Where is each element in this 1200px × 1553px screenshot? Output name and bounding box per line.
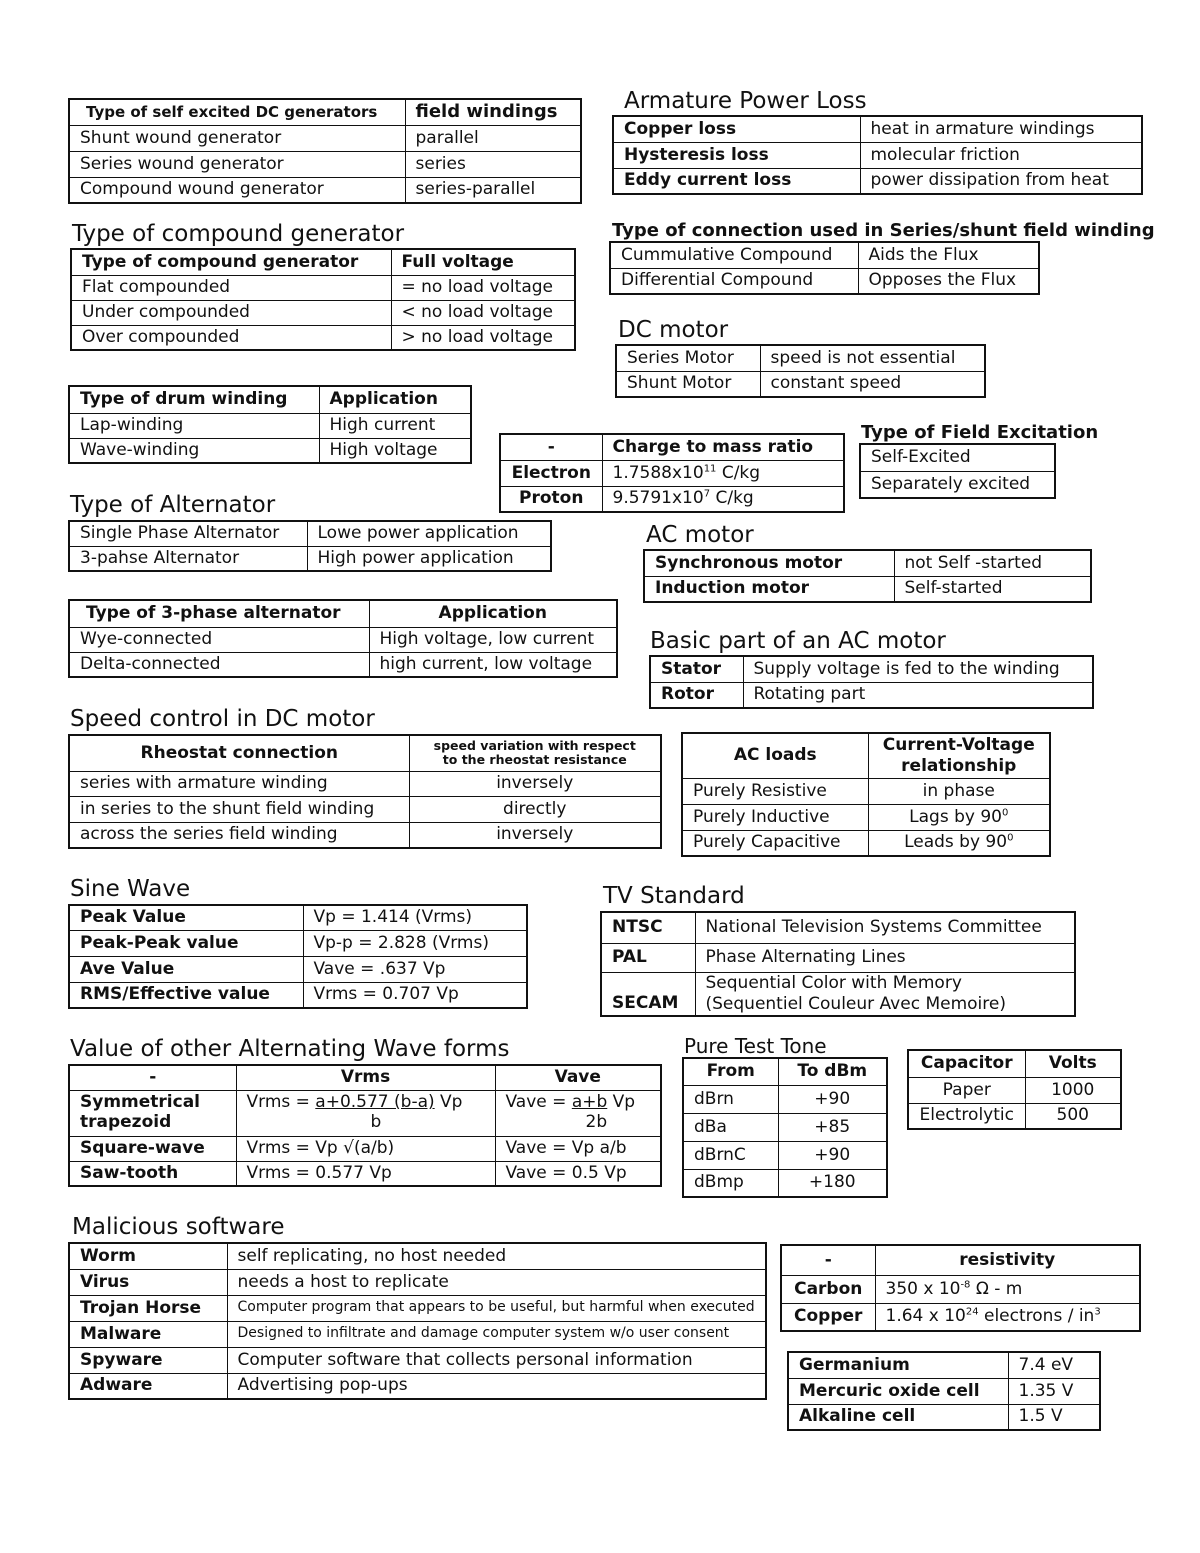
table-cell: +85 xyxy=(778,1113,887,1141)
table-header: Charge to mass ratio xyxy=(602,434,844,460)
table-cell: High voltage xyxy=(319,438,471,463)
secam-line: (Sequentiel Couleur Avec Memoire) xyxy=(705,993,1006,1014)
table-cell: = no load voltage xyxy=(391,275,575,300)
row-label: trapezoid xyxy=(80,1112,172,1132)
table-cell: Hysteresis loss xyxy=(613,142,860,168)
formula-text: Vp xyxy=(607,1092,636,1113)
table-cell: Purely Resistive xyxy=(682,778,868,804)
table-cell: heat in armature windings xyxy=(860,116,1142,142)
formula-numerator: a+b xyxy=(571,1092,608,1113)
table-header: To dBm xyxy=(778,1058,887,1085)
table-cell: < no load voltage xyxy=(391,300,575,325)
exponent: 24 xyxy=(965,1306,979,1318)
value-text: Leads by 90 xyxy=(904,832,1008,853)
alternator-title: Type of Alternator xyxy=(70,492,276,518)
secam-line: Sequential Color with Memory xyxy=(705,973,962,994)
table-cell: Designed to infiltrate and damage computer system w/o user consent xyxy=(227,1321,766,1347)
table-cell: Eddy current loss xyxy=(613,168,860,194)
table-header: Application xyxy=(369,600,617,627)
exponent: 11 xyxy=(703,463,717,474)
table-cell: Lap-winding xyxy=(69,413,319,438)
formula-line xyxy=(506,1093,661,1113)
table-cell xyxy=(868,778,1050,804)
formula-numerator: a+0.577 (b-a) xyxy=(315,1092,435,1113)
exponent: -8 xyxy=(960,1279,971,1290)
unit-text: Ω - m xyxy=(970,1278,1023,1299)
table-header: Type of self excited DC generators xyxy=(69,99,405,125)
table-cell: Trojan Horse xyxy=(69,1295,227,1321)
exponent: 3 xyxy=(1094,1306,1101,1318)
waveforms-table xyxy=(68,1064,662,1187)
table-cell: Supply voltage is fed to the winding xyxy=(743,656,1093,682)
table-cell: Vp = 1.414 (Vrms) xyxy=(303,905,527,930)
table-cell: Peak-Peak value xyxy=(69,930,303,956)
table-cell: Stator xyxy=(650,656,743,682)
charge-mass-table xyxy=(499,433,845,513)
table-cell: Phase Alternating Lines xyxy=(695,943,1075,972)
table-cell: Vave = 0.5 Vp xyxy=(495,1161,661,1186)
table-cell: Delta-connected xyxy=(69,652,369,677)
table-cell: Series wound generator xyxy=(69,151,405,177)
table-cell: series xyxy=(405,151,581,177)
table-cell: Mercuric oxide cell xyxy=(788,1378,1008,1404)
table-header: to the rheostat resistance xyxy=(442,752,627,768)
table-cell: +90 xyxy=(778,1085,887,1113)
table-header: - xyxy=(69,1065,236,1090)
table-cell: Paper xyxy=(908,1077,1025,1103)
unit-text: electrons / in xyxy=(978,1306,1095,1327)
table-cell: Vrms = 0.577 Vp xyxy=(236,1161,495,1186)
table-cell xyxy=(69,1090,236,1136)
table-cell: Vrms = Vp √(a/b) xyxy=(236,1136,495,1161)
ac-loads-table xyxy=(681,732,1051,857)
dc-motor-title: DC motor xyxy=(618,317,729,343)
value-text: Lags by 90 xyxy=(909,806,1002,827)
formula-denominator: 2b xyxy=(585,1112,608,1132)
table-cell: Over compounded xyxy=(71,325,391,350)
test-tone-table xyxy=(682,1057,888,1198)
table-cell: 500 xyxy=(1025,1103,1121,1129)
alternator-table xyxy=(68,520,552,572)
table-cell xyxy=(875,1303,1140,1331)
table-cell: Vave = Vp a/b xyxy=(495,1136,661,1161)
table-header: Rheostat connection xyxy=(69,735,409,771)
sine-title: Sine Wave xyxy=(70,876,191,902)
table-header: From xyxy=(683,1058,778,1085)
table-cell: 1000 xyxy=(1025,1077,1121,1103)
table-cell: speed is not essential xyxy=(760,345,985,371)
materials-table xyxy=(787,1351,1101,1431)
table-cell: Lowe power application xyxy=(307,521,551,546)
table-cell: dBrn xyxy=(683,1085,778,1113)
armature-title: Armature Power Loss xyxy=(624,88,867,114)
table-cell: Computer program that appears to be useful, but harmful when executed xyxy=(227,1295,766,1321)
table-cell: Copper xyxy=(781,1303,875,1331)
table-cell: Peak Value xyxy=(69,905,303,930)
table-cell: not Self -started xyxy=(894,550,1091,576)
table-cell: Copper loss xyxy=(613,116,860,142)
table-cell: High voltage, low current xyxy=(369,627,617,652)
table-cell: 1.35 V xyxy=(1008,1378,1100,1404)
table-header: Capacitor xyxy=(908,1050,1025,1077)
table-cell: Ave Value xyxy=(69,956,303,982)
value-text: 9.5791x10 xyxy=(612,488,704,509)
formula-line xyxy=(247,1093,495,1113)
value-text: 350 x 10 xyxy=(885,1278,961,1299)
connection-table xyxy=(609,241,1040,295)
table-cell: Self-Excited xyxy=(860,444,1055,471)
table-cell: Differential Compound xyxy=(610,268,858,294)
table-cell: Induction motor xyxy=(644,576,894,602)
table-cell: inversely xyxy=(409,822,661,848)
table-cell: Adware xyxy=(69,1373,227,1399)
formula-denominator: b xyxy=(370,1112,382,1132)
value-text: 1.64 x 10 xyxy=(885,1306,966,1327)
excitation-title: Type of Field Excitation xyxy=(861,422,1099,443)
table-header: Vrms xyxy=(236,1065,495,1090)
table-cell: directly xyxy=(409,796,661,822)
table-cell xyxy=(868,804,1050,830)
ac-motor-title: AC motor xyxy=(646,522,754,548)
table-header: - xyxy=(781,1245,875,1275)
table-cell: dBrnC xyxy=(683,1141,778,1169)
table-cell: Virus xyxy=(69,1269,227,1295)
table-cell: Vave = .637 Vp xyxy=(303,956,527,982)
table-cell: High current xyxy=(319,413,471,438)
table-header: Type of drum winding xyxy=(69,386,319,413)
formula-text: Vp xyxy=(434,1092,463,1113)
table-header: resistivity xyxy=(875,1245,1140,1275)
table-cell: Computer software that collects personal information xyxy=(227,1347,766,1373)
table-cell: Compound wound generator xyxy=(69,177,405,203)
table-cell: needs a host to replicate xyxy=(227,1269,766,1295)
table-cell: Rotor xyxy=(650,682,743,708)
table-cell: PAL xyxy=(601,943,695,972)
table-cell: inversely xyxy=(409,771,661,796)
table-header: Volts xyxy=(1025,1050,1121,1077)
table-cell: National Television Systems Committee xyxy=(695,912,1075,943)
table-cell: 3-pahse Alternator xyxy=(69,546,307,571)
compound-table xyxy=(70,248,576,351)
table-cell: +180 xyxy=(778,1169,887,1197)
resistivity-table xyxy=(780,1244,1141,1332)
ac-motor-table xyxy=(643,549,1092,603)
table-cell: Separately excited xyxy=(860,471,1055,498)
table-cell: Germanium xyxy=(788,1352,1008,1378)
degree-sup: 0 xyxy=(1001,807,1009,818)
table-cell: Rotating part xyxy=(743,682,1093,708)
dc-generator-table xyxy=(68,98,582,204)
degree-sup: 0 xyxy=(1007,832,1014,844)
tv-standard-table xyxy=(600,911,1076,1017)
table-cell xyxy=(602,460,844,486)
table-cell: dBmp xyxy=(683,1169,778,1197)
unit-text: C/kg xyxy=(716,462,761,483)
exponent: 7 xyxy=(703,488,711,500)
table-cell: Proton xyxy=(500,486,602,512)
table-cell: series with armature winding xyxy=(69,771,409,796)
table-header: - xyxy=(500,434,602,460)
table-header: relationship xyxy=(901,755,1017,776)
ac-parts-table xyxy=(649,655,1094,709)
table-cell: NTSC xyxy=(601,912,695,943)
table-cell: Square-wave xyxy=(69,1136,236,1161)
table-cell: Shunt Motor xyxy=(616,371,760,397)
table-header: Application xyxy=(319,386,471,413)
table-header-cell xyxy=(868,733,1050,778)
table-cell xyxy=(495,1090,661,1136)
table-cell: Single Phase Alternator xyxy=(69,521,307,546)
compound-title: Type of compound generator xyxy=(72,221,405,247)
table-header: speed variation with respect xyxy=(433,737,636,753)
value-text: 1.7588x10 xyxy=(612,462,704,483)
table-cell: dBa xyxy=(683,1113,778,1141)
table-cell: parallel xyxy=(405,125,581,151)
table-cell xyxy=(602,486,844,512)
table-cell: series-parallel xyxy=(405,177,581,203)
table-cell xyxy=(868,830,1050,856)
excitation-table xyxy=(859,443,1056,499)
table-cell: Opposes the Flux xyxy=(858,268,1039,294)
unit-text: C/kg xyxy=(710,488,754,509)
table-header: AC loads xyxy=(682,733,868,778)
dc-motor-table xyxy=(615,344,986,398)
table-cell xyxy=(236,1090,495,1136)
table-cell: Saw-tooth xyxy=(69,1161,236,1186)
table-cell: Wye-connected xyxy=(69,627,369,652)
table-cell: power dissipation from heat xyxy=(860,168,1142,194)
table-cell: Worm xyxy=(69,1243,227,1269)
capacitor-table xyxy=(907,1049,1122,1130)
table-cell: Under compounded xyxy=(71,300,391,325)
table-cell: Purely Capacitive xyxy=(682,830,868,856)
table-cell: constant speed xyxy=(760,371,985,397)
row-label: Symmetrical xyxy=(80,1092,200,1113)
table-header-cell xyxy=(409,735,661,771)
table-header: field windings xyxy=(405,99,581,125)
table-cell: Wave-winding xyxy=(69,438,319,463)
formula-text: Vave = xyxy=(505,1092,572,1113)
formula-text: Vrms = xyxy=(246,1092,316,1113)
ac-parts-title: Basic part of an AC motor xyxy=(650,628,946,654)
three-phase-table xyxy=(68,599,618,678)
table-header: Current-Voltage xyxy=(882,735,1035,756)
table-header: Full voltage xyxy=(391,249,575,275)
table-header: Vave xyxy=(495,1065,661,1090)
table-cell: Spyware xyxy=(69,1347,227,1373)
armature-loss-table xyxy=(612,115,1143,195)
table-cell: Aids the Flux xyxy=(858,242,1039,268)
table-cell: Vp-p = 2.828 (Vrms) xyxy=(303,930,527,956)
table-cell: SECAM xyxy=(601,972,695,1016)
table-cell: RMS/Effective value xyxy=(69,982,303,1008)
table-cell: Malware xyxy=(69,1321,227,1347)
malware-table xyxy=(68,1242,767,1400)
table-cell: Synchronous motor xyxy=(644,550,894,576)
speed-control-table xyxy=(68,734,662,849)
table-cell: > no load voltage xyxy=(391,325,575,350)
table-cell: Cummulative Compound xyxy=(610,242,858,268)
malware-title: Malicious software xyxy=(72,1214,285,1240)
table-header: Type of 3-phase alternator xyxy=(69,600,369,627)
waves-title: Value of other Alternating Wave forms xyxy=(70,1036,510,1062)
table-cell: Electron xyxy=(500,460,602,486)
table-cell: across the series field winding xyxy=(69,822,409,848)
table-cell: Vrms = 0.707 Vp xyxy=(303,982,527,1008)
table-cell: Series Motor xyxy=(616,345,760,371)
table-cell: 7.4 eV xyxy=(1008,1352,1100,1378)
speed-title: Speed control in DC motor xyxy=(70,706,375,732)
tone-title: Pure Test Tone xyxy=(684,1034,827,1058)
value-text: in phase xyxy=(922,780,995,801)
table-header: Type of compound generator xyxy=(71,249,391,275)
tv-title: TV Standard xyxy=(603,883,745,909)
table-cell: High power application xyxy=(307,546,551,571)
table-cell: in series to the shunt field winding xyxy=(69,796,409,822)
table-cell: Carbon xyxy=(781,1275,875,1303)
sine-wave-table xyxy=(68,904,528,1009)
table-cell: Electrolytic xyxy=(908,1103,1025,1129)
table-cell xyxy=(875,1275,1140,1303)
table-cell: Purely Inductive xyxy=(682,804,868,830)
table-cell: Alkaline cell xyxy=(788,1404,1008,1430)
table-cell: high current, low voltage xyxy=(369,652,617,677)
connection-title: Type of connection used in Series/shunt field winding xyxy=(612,220,1155,241)
table-cell: molecular friction xyxy=(860,142,1142,168)
table-cell: +90 xyxy=(778,1141,887,1169)
drum-winding-table xyxy=(68,385,472,464)
table-cell: 1.5 V xyxy=(1008,1404,1100,1430)
table-cell: self replicating, no host needed xyxy=(227,1243,766,1269)
table-cell xyxy=(695,972,1075,1016)
table-cell: Flat compounded xyxy=(71,275,391,300)
table-cell: Shunt wound generator xyxy=(69,125,405,151)
table-cell: Self-started xyxy=(894,576,1091,602)
table-cell: Advertising pop-ups xyxy=(227,1373,766,1399)
